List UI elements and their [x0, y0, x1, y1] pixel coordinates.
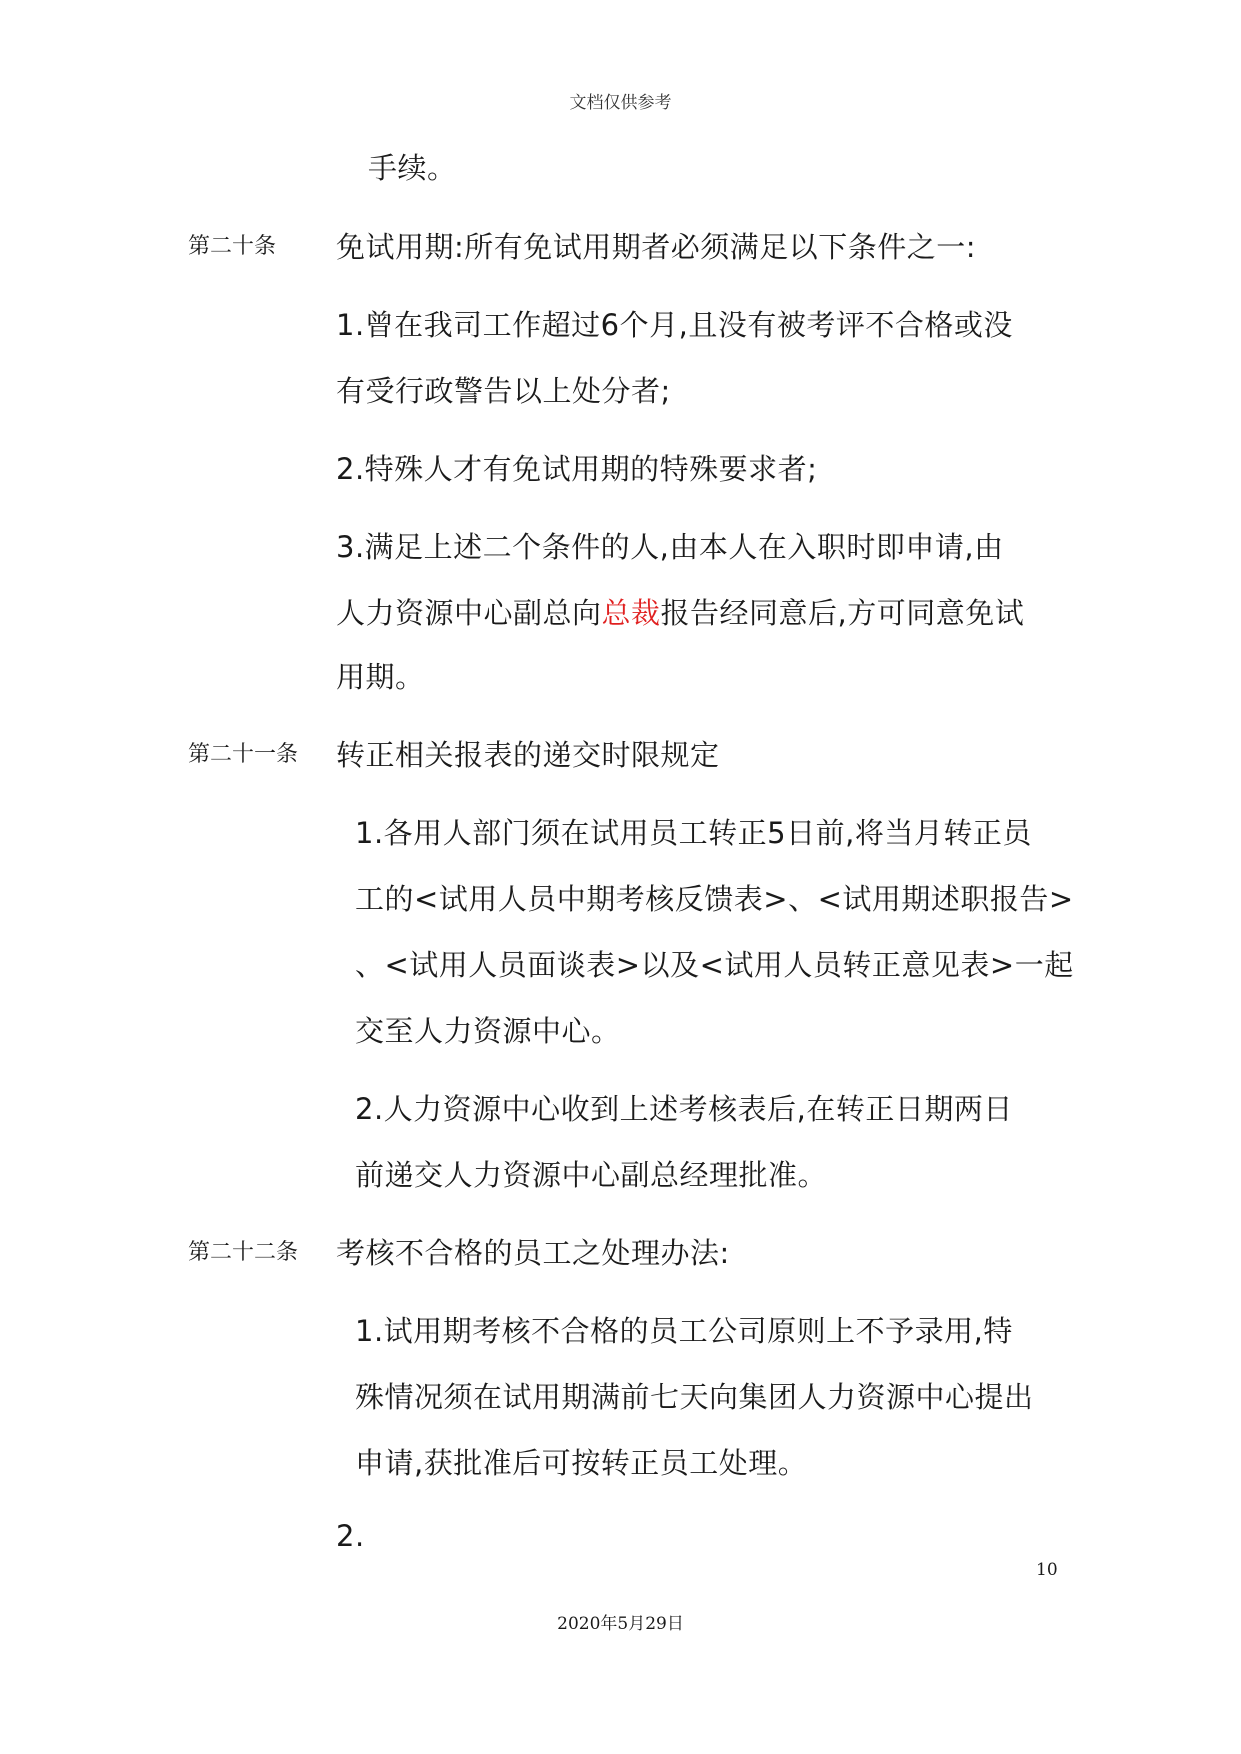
article-20-item3-line1: 3.满足上述二个条件的人,由本人在入职时即申请,由 — [336, 530, 1004, 564]
article-21-item1-line1: 1.各用人部门须在试用员工转正5日前,将当月转正员 — [355, 816, 1032, 850]
article-20-item3-line2-post: 报告经同意后,方可同意免试 — [660, 596, 1025, 630]
article-20-item2: 2.特殊人才有免试用期的特殊要求者; — [336, 452, 818, 486]
article-20-item1-line2: 有受行政警告以上处分者; — [336, 374, 671, 408]
article-22-label: 第二十二条 — [188, 1240, 299, 1265]
page-header: 文档仅供参考 — [569, 93, 672, 113]
article-21-item2-line1: 2.人力资源中心收到上述考核表后,在转正日期两日 — [355, 1092, 1013, 1126]
article-20-label: 第二十条 — [188, 234, 277, 259]
continuation-text: 手续。 — [368, 151, 457, 185]
highlighted-term: 总裁 — [601, 596, 661, 630]
article-22-title: 考核不合格的员工之处理办法: — [336, 1236, 730, 1270]
article-22-item1-line3: 申请,获批准后可按转正员工处理。 — [355, 1446, 808, 1480]
article-21-label: 第二十一条 — [188, 742, 299, 767]
article-20-item3-line3: 用期。 — [336, 660, 425, 694]
article-21-item1-line3: 、<试用人员面谈表>以及<试用人员转正意见表>一起 — [355, 948, 1074, 982]
article-20-item3-line2-pre: 人力资源中心副总向 — [336, 596, 602, 630]
page-number: 10 — [1036, 1560, 1058, 1580]
article-20-item3-line2 — [336, 591, 1024, 632]
article-21-item1-line2: 工的<试用人员中期考核反馈表>、<试用期述职报告> — [355, 882, 1074, 916]
article-21-title: 转正相关报表的递交时限规定 — [336, 738, 720, 772]
article-21-item2-line2: 前递交人力资源中心副总经理批准。 — [355, 1158, 828, 1192]
article-22-item2: 2. — [336, 1519, 365, 1553]
article-22-item1-line1: 1.试用期考核不合格的员工公司原则上不予录用,特 — [355, 1314, 1013, 1348]
article-20-item1-line1: 1.曾在我司工作超过6个月,且没有被考评不合格或没 — [336, 308, 1013, 342]
article-22-item1-line2: 殊情况须在试用期满前七天向集团人力资源中心提出 — [355, 1380, 1034, 1414]
footer-date: 2020年5月29日 — [557, 1614, 684, 1634]
article-20-title: 免试用期:所有免试用期者必须满足以下条件之一: — [336, 230, 977, 264]
article-21-item1-line4: 交至人力资源中心。 — [355, 1014, 621, 1048]
